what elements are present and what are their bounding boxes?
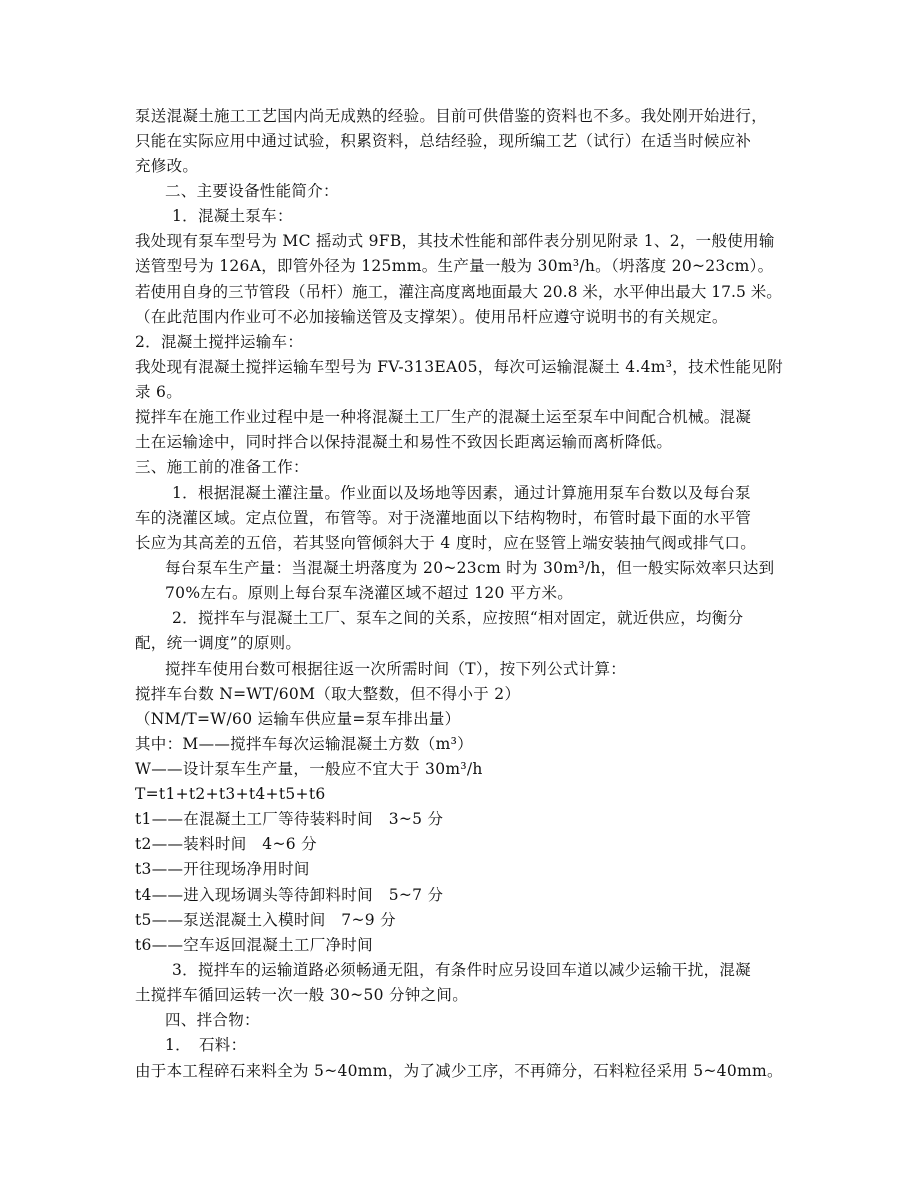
text-line: 泵送混凝土施工工艺国内尚无成熟的经验。目前可供借鉴的资料也不多。我处刚开始进行， <box>135 107 768 125</box>
subsection-heading: 1．混凝土泵车： <box>172 207 293 225</box>
formula-line: （NM/T=W/60 运输车供应量=泵车排出量） <box>135 710 461 728</box>
text-line: 若使用自身的三节管段（吊杆）施工，灌注高度离地面最大 20.8 米，水平伸出最大 17.5 米。 <box>135 283 782 301</box>
text-line: 我处现有混凝土搅拌运输车型号为 FV-313EA05，每次可运输混凝土 4.4m³，技术性能见附 <box>135 358 783 376</box>
text-line: 车的浇灌区域。定点位置，布管等。对于浇灌地面以下结构物时，布管时最下面的水平管 <box>135 509 752 527</box>
formula-line: t3——开往现场净用时间 <box>135 860 310 878</box>
formula-line: t6——空车返回混凝土工厂净时间 <box>135 936 373 954</box>
text-line: （在此范围内作业可不必加接输送管及支撑架）。使用吊杆应遵守说明书的有关规定。 <box>135 308 728 326</box>
section-heading: 三、施工前的准备工作： <box>135 458 309 476</box>
formula-line: t4——进入现场调头等待卸料时间 5~7 分 <box>135 886 444 904</box>
text-line: 充修改。 <box>135 157 199 175</box>
text-line: 我处现有泵车型号为 MC 摇动式 9FB，其技术性能和部件表分别见附录 1、2，一般使用输 <box>135 232 775 250</box>
text-line: 1．根据混凝土灌注量。作业面以及场地等因素，通过计算施用泵车台数以及每台泵 <box>172 484 751 502</box>
formula-line: W——设计泵车生产量，一般应不宜大于 30m³/h <box>135 760 483 778</box>
formula-line: t1——在混凝土工厂等待装料时间 3~5 分 <box>135 810 444 828</box>
text-line: 搅拌车在施工作业过程中是一种将混凝土工厂生产的混凝土运至泵车中间配合机械。混凝 <box>135 408 752 426</box>
text-line: 只能在实际应用中通过试验，积累资料，总结经验，现所编工艺（试行）在适当时候应补 <box>135 132 752 150</box>
subsection-heading: 2．混凝土搅拌运输车： <box>135 333 304 351</box>
section-heading: 四、拌合物： <box>165 1011 260 1029</box>
text-line: 3．搅拌车的运输道路必须畅通无阻，有条件时应另设回车道以减少运输干扰，混凝 <box>172 961 751 979</box>
text-line: 每台泵车生产量：当混凝土坍落度为 20~23cm 时为 30m³/h，但一般实际效率只达到 <box>165 559 775 577</box>
formula-line: 搅拌车台数 N=WT/60M（取大整数，但不得小于 2） <box>135 685 521 703</box>
formula-line: 其中：M——搅拌车每次运输混凝土方数（m³） <box>135 735 473 753</box>
text-line: 长应为其高差的五倍，若其竖向管倾斜大于 4 度时，应在竖管上端安装抽气阀或排气口。 <box>135 534 757 552</box>
formula-line: t2——装料时间 4~6 分 <box>135 835 317 853</box>
text-line: 2．搅拌车与混凝土工厂、泵车之间的关系，应按照“相对固定，就近供应，均衡分 <box>172 609 744 627</box>
formula-line: t5——泵送混凝土入模时间 7~9 分 <box>135 911 396 929</box>
subsection-heading: 1． 石料： <box>165 1036 247 1054</box>
formula-line: T=t1+t2+t3+t4+t5+t6 <box>135 785 326 803</box>
text-line: 土在运输途中，同时拌合以保持混凝土和易性不致因长距离运输而离析降低。 <box>135 433 673 451</box>
text-line: 70%左右。原则上每台泵车浇灌区域不超过 120 平方米。 <box>165 584 574 602</box>
text-line: 配，统一调度”的原则。 <box>135 634 302 652</box>
text-line: 土搅拌车循回运转一次一般 30~50 分钟之间。 <box>135 986 468 1004</box>
text-line: 送管型号为 126A，即管外径为 125mm。生产量一般为 30m³/h。（坍落度 20~23cm）。 <box>135 257 774 275</box>
section-heading: 二、主要设备性能简介： <box>165 182 339 200</box>
text-line: 录 6。 <box>135 383 182 401</box>
text-line: 由于本工程碎石来料全为 5~40mm，为了减少工序，不再筛分，石料粒径采用 5~40mm。 <box>135 1062 783 1080</box>
text-line: 搅拌车使用台数可根据往返一次所需时间（T），按下列公式计算： <box>165 660 627 678</box>
